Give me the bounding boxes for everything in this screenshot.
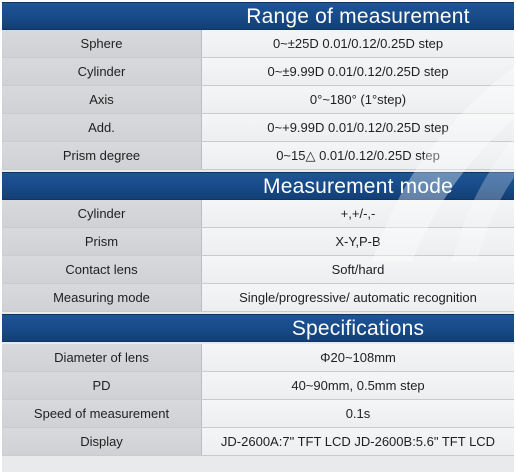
row-value: 40~90mm, 0.5mm step — [202, 372, 514, 399]
row-label: Sphere — [2, 30, 202, 57]
section-title: Range of measurement — [246, 5, 470, 28]
spec-table — [2, 2, 514, 472]
row-value: +,+/-,- — [202, 200, 514, 227]
row-label: Display — [2, 428, 202, 455]
table-row — [2, 58, 514, 86]
section-header-range — [2, 2, 514, 30]
row-value: Φ20~108mm — [202, 344, 514, 371]
row-label: Cylinder — [2, 58, 202, 85]
row-label: Contact lens — [2, 256, 202, 283]
table-row — [2, 114, 514, 142]
table-row — [2, 428, 514, 456]
row-label: Speed of measurement — [2, 400, 202, 427]
row-value: Single/progressive/ automatic recognition — [202, 284, 514, 311]
table-row — [2, 372, 514, 400]
row-label: Measuring mode — [2, 284, 202, 311]
table-row — [2, 400, 514, 428]
row-label: Add. — [2, 114, 202, 141]
row-value: 0~+9.99D 0.01/0.12/0.25D step — [202, 114, 514, 141]
row-value: X-Y,P-B — [202, 228, 514, 255]
table-row — [2, 142, 514, 170]
table-row — [2, 200, 514, 228]
row-value: 0~±9.99D 0.01/0.12/0.25D step — [202, 58, 514, 85]
row-label: Diameter of lens — [2, 344, 202, 371]
row-label: Prism degree — [2, 142, 202, 169]
row-value: 0.1s — [202, 400, 514, 427]
section-header-specs — [2, 314, 514, 342]
row-value: Soft/hard — [202, 256, 514, 283]
row-value: 0~15△ 0.01/0.12/0.25D step — [202, 142, 514, 169]
table-row — [2, 344, 514, 372]
row-value: JD-2600A:7" TFT LCD JD-2600B:5.6" TFT LCD — [202, 428, 514, 455]
table-row — [2, 228, 514, 256]
section-title: Specifications — [291, 317, 425, 340]
table-row — [2, 30, 514, 58]
row-value: 0°~180° (1°step) — [202, 86, 514, 113]
section-title: Measurement mode — [263, 175, 453, 198]
row-label: Axis — [2, 86, 202, 113]
table-row — [2, 256, 514, 284]
row-label: PD — [2, 372, 202, 399]
row-label: Prism — [2, 228, 202, 255]
section-header-mode — [2, 172, 514, 200]
table-row — [2, 284, 514, 312]
row-label: Cylinder — [2, 200, 202, 227]
row-value: 0~±25D 0.01/0.12/0.25D step — [202, 30, 514, 57]
table-row — [2, 86, 514, 114]
